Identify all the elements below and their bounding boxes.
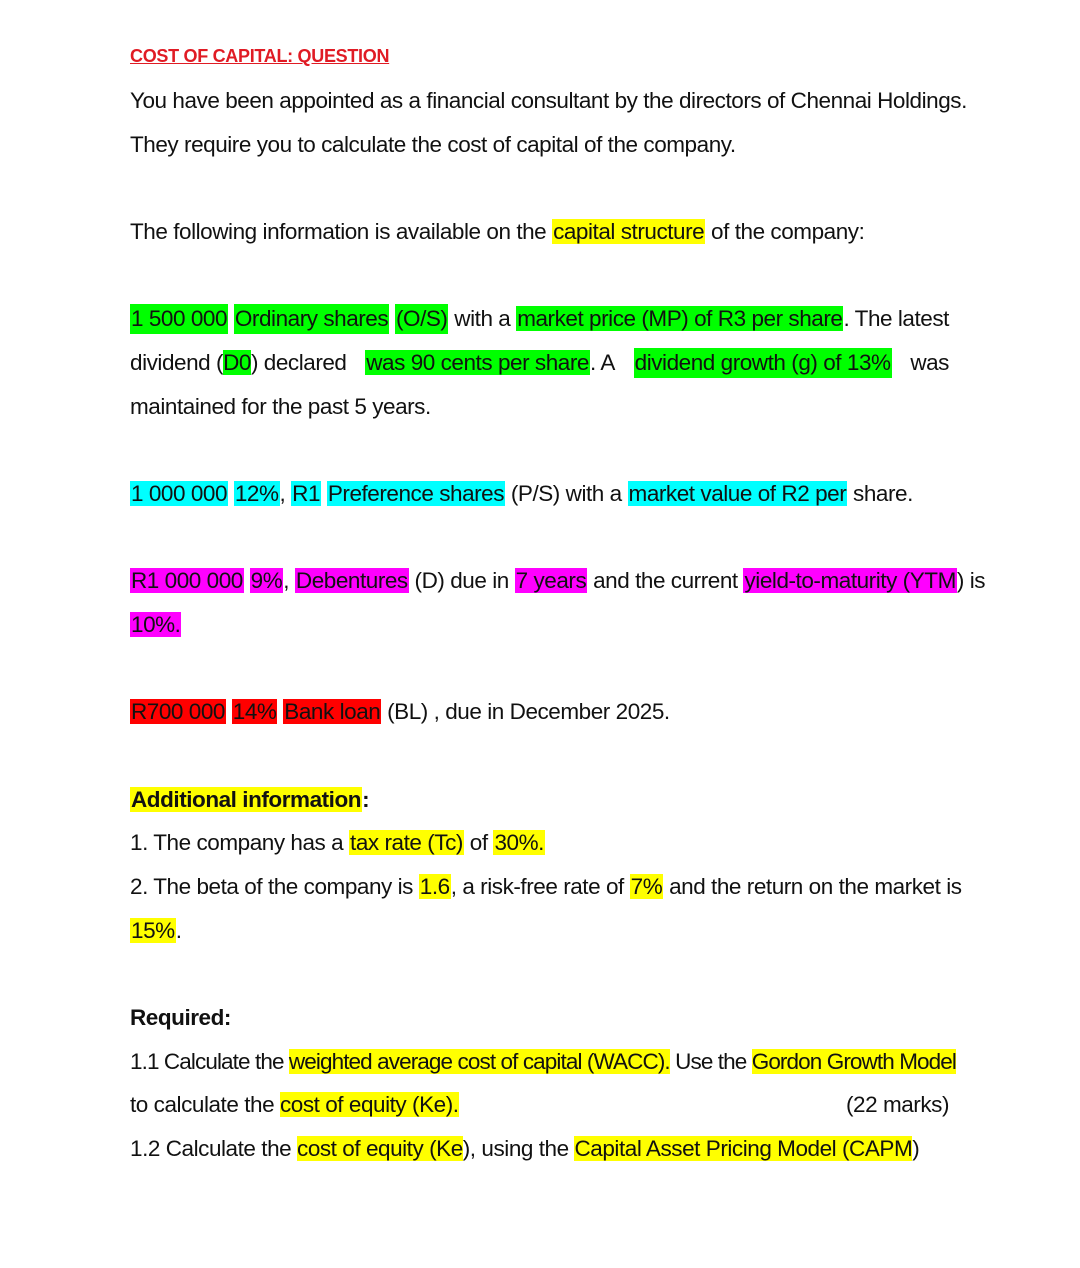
highlight-tax-rate: tax rate (Tc): [350, 830, 463, 855]
question-1-1-line-1: [130, 1047, 956, 1077]
highlight-market-price: market price (MP) of R3 per share: [517, 306, 843, 331]
highlight-market-return: 15%: [131, 918, 175, 943]
dividend-group: [365, 348, 615, 378]
question-1-1-line-2: [130, 1090, 949, 1120]
text: 1.2 Calculate the: [130, 1136, 298, 1161]
highlight-ps-par: R1: [292, 481, 321, 506]
text: was: [910, 350, 949, 375]
highlight-debenture-label: Debentures: [295, 568, 408, 593]
highlight-dividend-growth: dividend growth (g) of 13%: [634, 348, 892, 378]
text: dividend (: [130, 350, 224, 375]
highlight-wacc: weighted average cost of capital (WACC).: [288, 1049, 670, 1074]
text: .: [175, 918, 182, 943]
text: ,: [279, 481, 292, 506]
highlight-capm: Capital Asset Pricing Model (CAPM: [574, 1136, 913, 1161]
highlight-cost-of-equity: cost of equity (Ke).: [279, 1092, 459, 1117]
highlight-gordon-growth: Gordon Growth Model: [751, 1049, 956, 1074]
text: ), using the: [462, 1136, 575, 1161]
additional-item-1: [130, 828, 545, 858]
text: (BL) , due in December 2025.: [381, 699, 670, 724]
highlight-ps-label: Preference shares: [327, 481, 505, 506]
text: The following information is available on the: [130, 219, 553, 244]
highlight-ytm: yield-to-maturity (YTM: [744, 568, 956, 593]
additional-info-heading: [130, 785, 369, 815]
highlight-loan-label: Bank loan: [284, 699, 381, 724]
highlight-debenture-amount: R1 000 000: [131, 568, 243, 593]
text: to calculate the: [130, 1092, 280, 1117]
text: of: [463, 830, 494, 855]
highlight-ps-rate: 12%: [234, 481, 279, 506]
debentures-line-1: [130, 566, 986, 596]
preference-shares-line: [130, 479, 913, 509]
text: 1.1 Calculate the: [130, 1049, 289, 1074]
highlight-cost-of-equity-2: cost of equity (Ke: [297, 1136, 463, 1161]
highlight-d0: D0: [223, 350, 251, 375]
text: 1. The company has a: [130, 830, 350, 855]
marks-label: (22 marks): [845, 1092, 949, 1117]
highlight-debenture-rate: 9%: [250, 568, 283, 593]
text: 2. The beta of the company is: [130, 874, 419, 899]
text: ) declared: [250, 350, 347, 375]
text: with a: [454, 306, 511, 331]
intro-line-2: They require you to calculate the cost of capital of the company.: [130, 132, 736, 157]
text: ) is: [956, 568, 986, 593]
highlight-risk-free: 7%: [630, 874, 663, 899]
text: and the return on the market is: [663, 874, 962, 899]
text: Use the: [669, 1049, 752, 1074]
additional-item-2: [130, 872, 962, 902]
debentures-line-2: [130, 610, 181, 640]
highlight-ps-quantity: 1 000 000: [131, 481, 228, 506]
highlight-os-label: Ordinary shares: [234, 304, 389, 334]
ordinary-shares-line-3: maintained for the past 5 years.: [130, 394, 431, 419]
intro-line-1: You have been appointed as a financial consultant by the directors of Chennai Holdings.: [130, 88, 967, 113]
highlight-beta: 1.6: [419, 874, 450, 899]
highlight-os-abbr: (O/S): [395, 304, 449, 334]
mp-group: [516, 304, 949, 334]
text: . The latest: [843, 306, 949, 331]
highlight-dividend-value: was 90 cents per share: [366, 350, 589, 375]
additional-item-2-cont: [130, 916, 182, 946]
highlight-os-quantity: 1 500 000: [130, 304, 228, 334]
highlight-capital-structure: capital structure: [553, 219, 705, 244]
ordinary-shares-line-1: [130, 304, 949, 334]
text: and the current: [587, 568, 744, 593]
highlight-additional-info: Additional information: [131, 787, 362, 812]
text: share.: [847, 481, 913, 506]
text: ): [912, 1136, 920, 1161]
text: , a risk-free rate of: [450, 874, 630, 899]
text: (P/S) with a: [505, 481, 628, 506]
highlight-loan-rate: 14%: [232, 699, 277, 724]
highlight-debenture-term: 7 years: [515, 568, 587, 593]
highlight-loan-amount: R700 000: [131, 699, 225, 724]
d0-group: [130, 348, 347, 378]
text: of the company:: [705, 219, 865, 244]
text: ,: [283, 568, 295, 593]
highlight-ytm-value: 10%.: [131, 612, 181, 637]
highlight-ps-market-value: market value of R2 per: [628, 481, 847, 506]
text: (D) due in: [408, 568, 515, 593]
text: :: [362, 787, 370, 812]
highlight-tax-value: 30%.: [494, 830, 544, 855]
question-1-2: [130, 1134, 919, 1164]
ordinary-shares-line-2: [130, 348, 949, 378]
capital-structure-intro: [130, 217, 864, 247]
text: . A: [589, 350, 615, 375]
required-heading: Required:: [130, 1005, 231, 1030]
bank-loan-line: [130, 697, 670, 727]
document-title: COST OF CAPITAL: QUESTION: [130, 46, 390, 66]
